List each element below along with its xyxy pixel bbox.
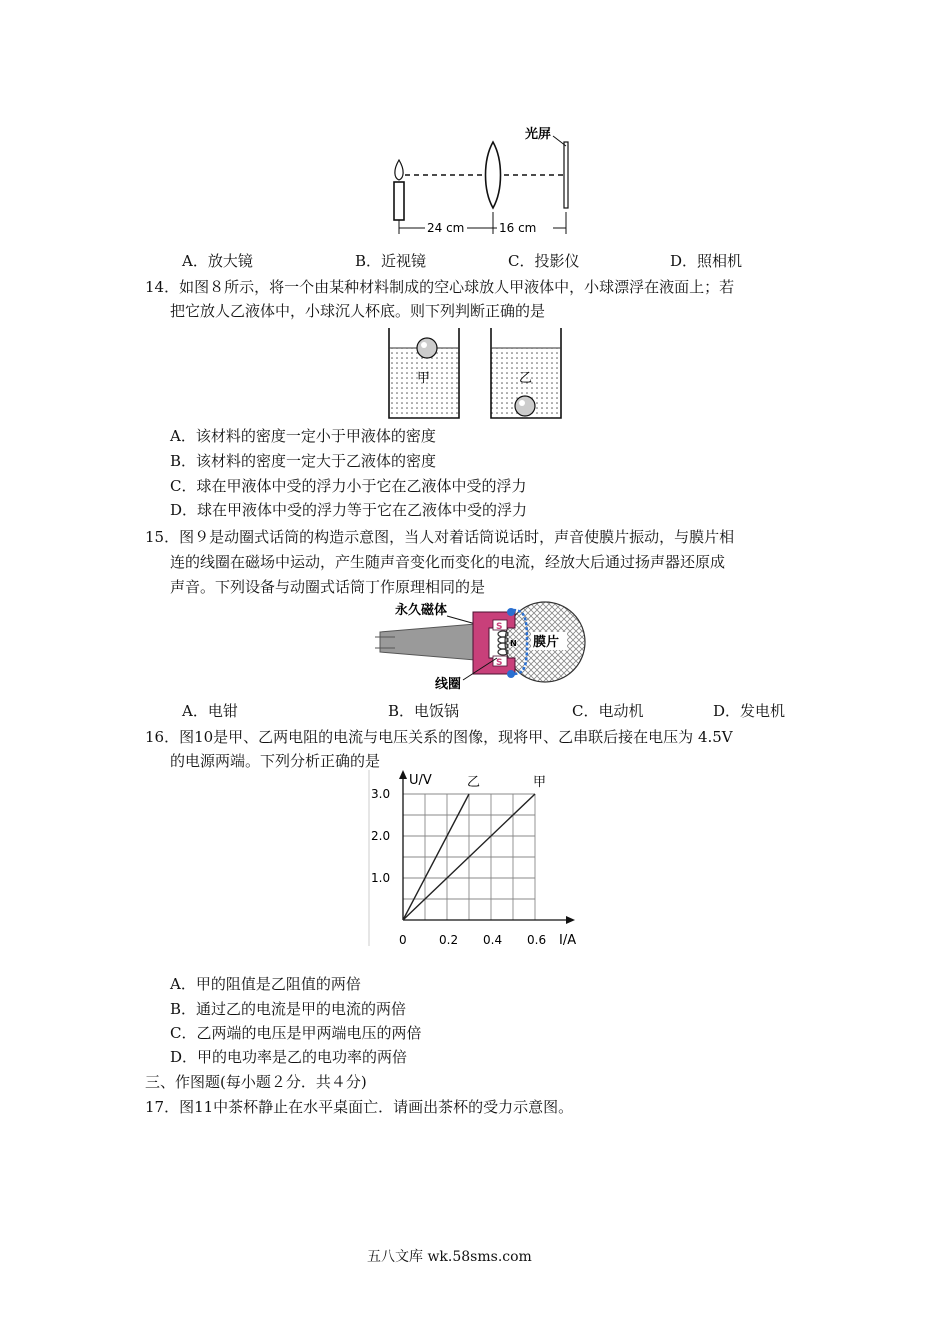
series-label-jia: 甲 — [533, 775, 547, 790]
q14-beaker-figure — [385, 326, 565, 421]
q16-option-d: D．甲的电功率是乙的电功率的两倍 — [170, 1048, 408, 1066]
q16-option-c: C．乙两端的电压是甲两端电压的两倍 — [170, 1024, 422, 1042]
q13-option-c: C．投影仪 — [508, 252, 580, 270]
membrane-label: 膜片 — [533, 635, 560, 650]
q14-option-b: B．该材料的密度一定大于乙液体的密度 — [170, 452, 437, 470]
q16-iu-chart — [365, 768, 585, 953]
x-axis-arrow — [566, 916, 575, 924]
distance-right-label: 16 cm — [499, 221, 537, 235]
q13-option-d: D．照相机 — [670, 252, 743, 270]
q14-stem-line2: 把它放人乙液体中，小球沉人杯底。则下列判断正确的是 — [170, 302, 546, 320]
q16-option-a: A．甲的阻值是乙阻值的两倍 — [170, 975, 361, 993]
s-pole-bottom: S — [496, 658, 503, 668]
screen-label: 光屏 — [525, 127, 552, 142]
q15-stem-line2: 连的线圈在磁场中运动，产生随声音变化而变化的电流，经放大后通过扬声器还原成 — [170, 553, 726, 571]
q13-option-b: B．近视镜 — [355, 252, 427, 270]
liquid-right-label: 乙 — [519, 371, 533, 386]
liquid-left-label: 甲 — [417, 371, 431, 386]
q13-option-a: A．放大镜 — [182, 252, 253, 270]
q14-stem-line1: 14．如图８所示，将一个由某种材料制成的空心球放人甲液体中，小球漂浮在液面上；若 — [145, 278, 735, 296]
q14-option-c: C．球在甲液体中受的浮力小于它在乙液体中受的浮力 — [170, 477, 527, 495]
x-tick-label: 0.2 — [439, 933, 459, 947]
coil-label: 线圈 — [435, 677, 462, 692]
x-tick-label: 0.6 — [527, 933, 547, 947]
q15-option-b: B．电饭锅 — [388, 702, 460, 720]
y-axis-arrow — [399, 770, 407, 779]
q16-stem-line2: 的电源两端。下列分析正确的是 — [170, 752, 381, 770]
y-tick-label: 1.0 — [371, 871, 391, 885]
q16-option-b: B．通过乙的电流是甲的电流的两倍 — [170, 1000, 407, 1018]
x-axis-label: I/A — [559, 933, 577, 948]
q15-option-c: C．电动机 — [572, 702, 644, 720]
q16-stem-line1: 16．图10是甲、乙两电阻的电流与电压关系的图像，现将甲、乙串联后接在电压为 4.5V — [145, 728, 733, 746]
s-pole-top: S — [496, 622, 503, 632]
q15-option-d: D．发电机 — [713, 702, 786, 720]
y-tick-label: 3.0 — [371, 787, 391, 801]
q15-option-a: A．电钳 — [182, 702, 238, 720]
q15-microphone-figure — [375, 598, 590, 693]
y-axis-label: U/V — [409, 773, 432, 788]
q15-stem-line1: 15．图９是动圈式话筒的构造示意图，当人对着话筒说话时，声音使膜片振动，与膜片相 — [145, 528, 735, 546]
x-tick-label: 0 — [399, 933, 407, 947]
y-tick-label: 2.0 — [371, 829, 391, 843]
q13-lens-figure — [385, 120, 585, 245]
n-pole: N — [510, 639, 517, 648]
x-tick-label: 0.4 — [483, 933, 503, 947]
magnet-label: 永久磁体 — [395, 603, 448, 618]
footer-watermark: 五八文库 wk.58sms.com — [367, 1249, 532, 1265]
q14-option-d: D．球在甲液体中受的浮力等于它在乙液体中受的浮力 — [170, 501, 528, 519]
q14-option-a: A．该材料的密度一定小于甲液体的密度 — [170, 427, 436, 445]
series-label-yi: 乙 — [467, 775, 481, 790]
section3-heading: 三、作图题(每小题２分．共４分) — [145, 1073, 367, 1091]
q15-stem-line3: 声音。下列设备与动圈式话筒丁作原理相同的是 — [170, 578, 486, 596]
q17-stem: 17．图11中茶杯静止在水平桌面亡．请画出茶杯的受力示意图。 — [145, 1098, 574, 1116]
distance-left-label: 24 cm — [427, 221, 465, 235]
